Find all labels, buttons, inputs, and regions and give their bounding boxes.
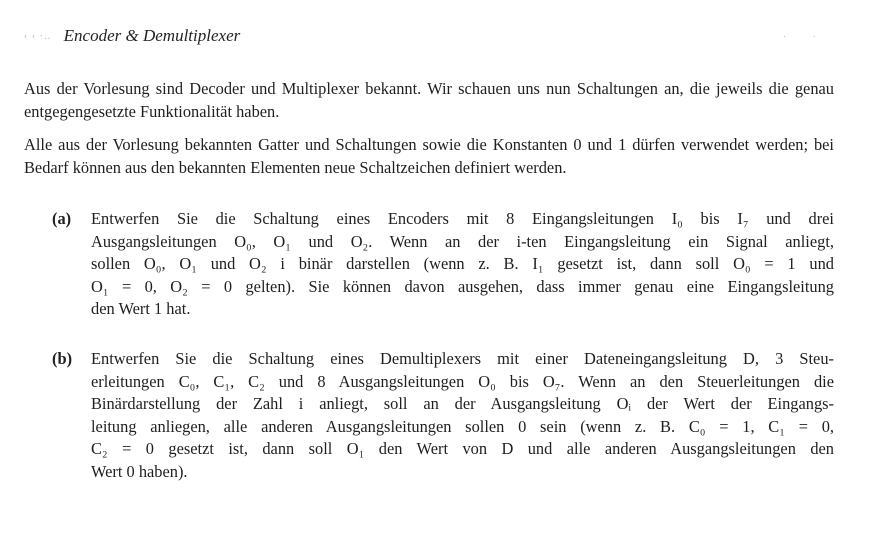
task-a-line: sollen O₀, O₁ und O₂ i binär darstellen (wenn z. B. I₁ gesetzt ist, dann soll O₀ = 1 und — [91, 254, 834, 273]
header-marks: ‹ ‹ ·‥ — [24, 30, 52, 42]
task-b-line: Wert 0 haben). — [91, 461, 188, 481]
task-b-line: Binärdarstellung der Zahl i anliegt, soll an der Ausgangsleitung Oᵢ der Wert der Eingangs- — [91, 394, 834, 413]
task-b-line: C₂ = 0 gesetzt ist, dann soll O₁ den Wert von D und alle anderen Ausgangsleitungen den — [91, 439, 834, 458]
corner-marks: · · — [782, 32, 828, 43]
intro-paragraph: Aus der Vorlesung sind Decoder und Multiplexer bekannt. Wir schauen uns nun Schaltungen an, die jeweils die genau entgegengesetzte Funktionalität haben. — [24, 79, 834, 121]
sheet-header — [24, 24, 240, 48]
task-a-line: Ausgangsleitungen O₀, O₁ und O₂. Wenn an der i-ten Eingangsleitung ein Signal anliegt, — [91, 231, 834, 251]
task-a-text — [91, 208, 834, 321]
task-b-label: (b) — [52, 349, 73, 368]
task-a-line: den Wert 1 hat. — [91, 299, 191, 318]
rules-paragraph: Alle aus der Vorlesung bekannten Gatter und Schaltungen sowie die Konstanten 0 und 1 dürfen verwendet werden; bei Bedarf können aus den bekannten Elementen neue Schaltzeichen definiert werden. — [24, 135, 834, 177]
task-b-text — [91, 348, 834, 483]
task-a-line: Entwerfen Sie die Schaltung eines Encoders mit 8 Eingangsleitungen I₀ bis I₇ und drei — [91, 209, 834, 228]
task-a-line: O₁ = 0, O₂ = 0 gelten). Sie können davon ausgehen, dass immer genau eine Eingangsleitung — [91, 276, 834, 296]
task-b-line: erleitungen C₀, C₁, C₂ und 8 Ausgangsleitungen O₀ bis O₇. Wenn an den Steuerleitungen die — [91, 371, 834, 391]
task-b-line: leitung anliegen, alle anderen Ausgangsleitungen sollen 0 sein (wenn z. B. C₀ = 1, C₁ = 0, — [91, 416, 834, 436]
task-a-label: (a) — [52, 209, 72, 228]
exercise-title: Encoder & Demultiplexer — [63, 26, 241, 45]
task-b-line: Entwerfen Sie die Schaltung eines Demultiplexers mit einer Dateneingangsleitung D, 3 Steu- — [91, 349, 834, 368]
